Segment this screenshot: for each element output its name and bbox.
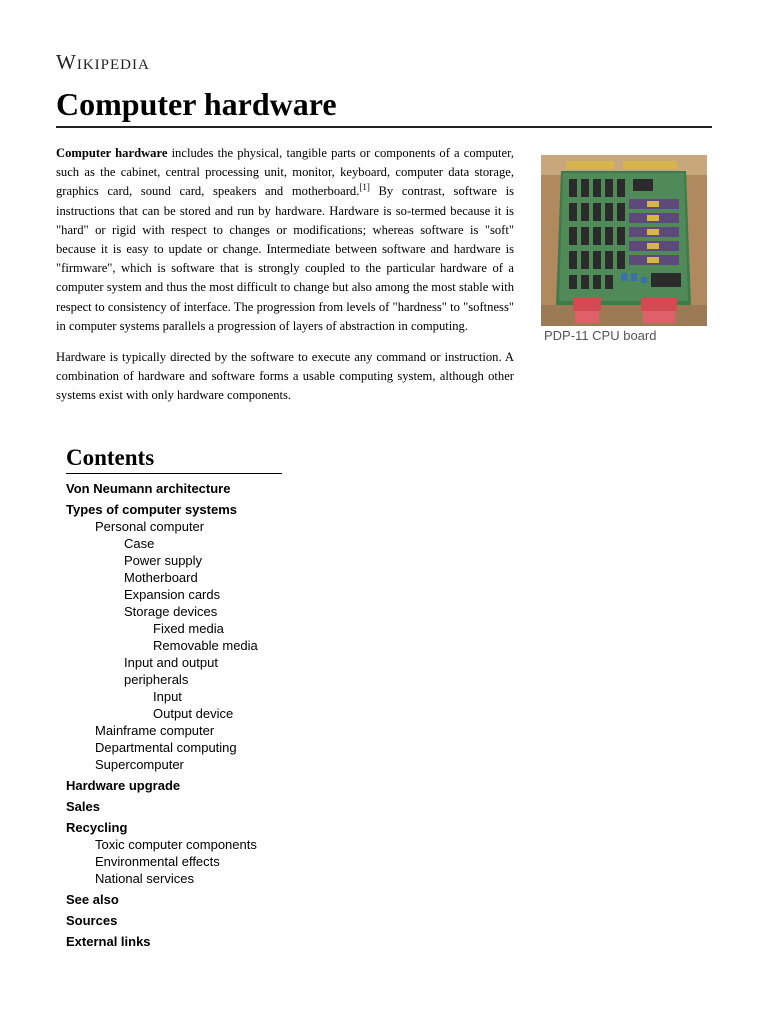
page-title: Computer hardware: [56, 85, 712, 128]
toc-item: [153, 620, 282, 637]
table-of-contents: [66, 444, 282, 954]
toc-item: [124, 586, 282, 603]
toc-item: [66, 912, 282, 929]
toc-link-input-and-output-peripherals[interactable]: Input and output peripherals: [124, 655, 218, 687]
toc-item: [153, 637, 282, 654]
article-intro: [56, 144, 514, 418]
toc-link-types-of-computer-systems[interactable]: Types of computer systems: [66, 502, 237, 517]
toc-link-recycling[interactable]: Recycling: [66, 820, 128, 835]
toc-link-storage-devices[interactable]: Storage devices: [124, 604, 218, 619]
toc-item: [95, 739, 282, 756]
toc-item: [124, 535, 282, 552]
toc-item: [95, 756, 282, 773]
intro-paragraph-2: Hardware is typically directed by the software to execute any command or instruction. A combination of hardware and software forms a usable computing system, although other systems exist with only hardware components.: [56, 350, 514, 403]
toc-item: [95, 518, 282, 722]
toc-link-output-device[interactable]: Output device: [153, 706, 234, 721]
toc-sublist: [66, 836, 282, 887]
toc-link-motherboard[interactable]: Motherboard: [124, 570, 198, 585]
toc-item: [95, 870, 282, 887]
toc-item: [66, 891, 282, 908]
wordmark-text: Wikipedia: [56, 50, 150, 74]
toc-link-national-services[interactable]: National services: [95, 871, 194, 886]
toc-item: [95, 836, 282, 853]
image-caption: PDP-11 CPU board: [544, 328, 657, 343]
toc-link-personal-computer[interactable]: Personal computer: [95, 519, 205, 534]
toc-item: [153, 705, 282, 722]
intro-paragraph-1: [56, 144, 514, 336]
toc-link-hardware-upgrade[interactable]: Hardware upgrade: [66, 778, 181, 793]
infobox: [541, 155, 707, 343]
toc-link-fixed-media[interactable]: Fixed media: [153, 621, 224, 636]
toc-link-see-also[interactable]: See also: [66, 892, 119, 907]
toc-item: [95, 853, 282, 870]
toc-link-mainframe-computer[interactable]: Mainframe computer: [95, 723, 215, 738]
lead-term: Computer hardware: [56, 146, 168, 160]
toc-item: [66, 819, 282, 887]
toc-item: [124, 569, 282, 586]
toc-link-external-links[interactable]: External links: [66, 934, 151, 949]
toc-item: [153, 688, 282, 705]
pdp11-cpu-board-image[interactable]: [541, 155, 707, 326]
toc-item: [124, 603, 282, 654]
reference-link[interactable]: [1]: [359, 182, 370, 193]
toc-item: [66, 480, 282, 497]
toc-title: Contents: [66, 444, 282, 474]
toc-link-power-supply[interactable]: Power supply: [124, 553, 203, 568]
toc-link-von-neumann-architecture[interactable]: Von Neumann architecture: [66, 481, 231, 496]
toc-item: [124, 552, 282, 569]
toc-sublist: [124, 620, 282, 654]
toc-list: [66, 480, 282, 950]
toc-item: [66, 777, 282, 794]
toc-sublist: [124, 688, 282, 722]
toc-link-input[interactable]: Input: [153, 689, 182, 704]
toc-link-sales[interactable]: Sales: [66, 799, 100, 814]
toc-item: [124, 654, 282, 722]
toc-sublist: [66, 518, 282, 773]
toc-link-departmental-computing[interactable]: Departmental computing: [95, 740, 237, 755]
toc-link-supercomputer[interactable]: Supercomputer: [95, 757, 184, 772]
paragraph-text: By contrast, software is instructions that can be stored and run by hardware. Hardware is so-termed because it is "hard" or rigid with respect to changes or modifications; whereas software is "soft" because it is easy to update or change. Intermediate between software and hardware is "firmware", which is software that is strongly coupled to the particular hardware of a computer system and thus the most difficult to change but also among the most stable with respect to consistency of interface. The progression from levels of "hardness" to "softness" in computer systems parallels a progression of layers of abstraction in computing.: [56, 184, 514, 333]
toc-link-case[interactable]: Case: [124, 536, 155, 551]
toc-item: [66, 501, 282, 773]
toc-item: [95, 722, 282, 739]
toc-link-expansion-cards[interactable]: Expansion cards: [124, 587, 221, 602]
toc-item: [66, 933, 282, 950]
toc-sublist: [95, 535, 282, 722]
paragraph-text: includes the physical, tangible parts or components of a computer, such as the cabinet, central processing unit, monitor, keyboard, computer data storage, graphics card, sound card, speakers and motherboard.: [56, 146, 514, 199]
toc-link-environmental-effects[interactable]: Environmental effects: [95, 854, 220, 869]
toc-link-toxic-computer-components[interactable]: Toxic computer components: [95, 837, 257, 852]
toc-link-removable-media[interactable]: Removable media: [153, 638, 258, 653]
toc-item: [66, 798, 282, 815]
toc-link-sources[interactable]: Sources: [66, 913, 118, 928]
wikipedia-wordmark[interactable]: [56, 50, 150, 75]
